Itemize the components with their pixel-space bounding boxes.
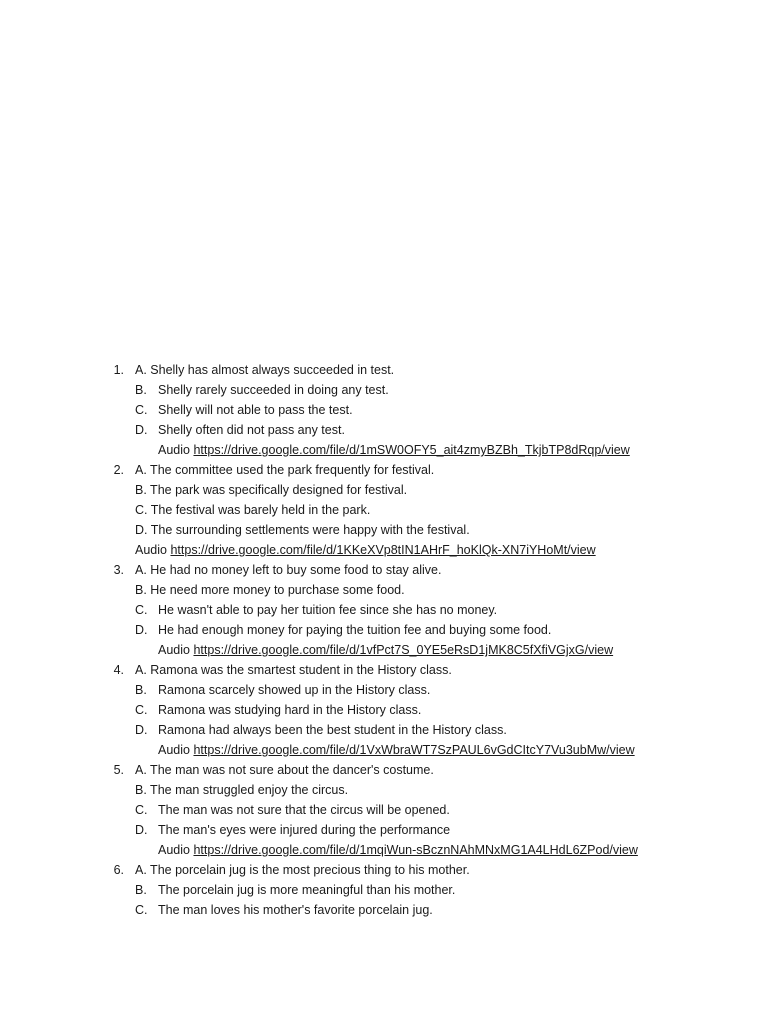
answer-option: [0, 880, 768, 900]
audio-link[interactable]: https://drive.google.com/file/d/1vfPct7S_0YE5eRsD1jMK8C5fXfiVGjxG/view: [193, 643, 614, 657]
question-number: 2.: [113, 463, 124, 477]
option-text: The porcelain jug is more meaningful than his mother.: [158, 883, 456, 897]
option-text: The man was not sure that the circus will be opened.: [158, 803, 450, 817]
answer-option: [0, 760, 768, 780]
option-letter: C.: [135, 403, 148, 417]
answer-option: [0, 860, 768, 880]
option-text: He had enough money for paying the tuition fee and buying some food.: [158, 623, 552, 637]
option-letter: D.: [135, 623, 148, 637]
option-text: C. The festival was barely held in the park.: [135, 503, 371, 517]
question-number: 6.: [113, 863, 124, 877]
option-letter: B.: [135, 383, 147, 397]
option-text: The man loves his mother's favorite porcelain jug.: [158, 903, 433, 917]
audio-line: [0, 540, 768, 560]
option-letter: C.: [135, 603, 148, 617]
option-text: Ramona scarcely showed up in the History class.: [158, 683, 431, 697]
answer-option: [0, 900, 768, 920]
audio-label: Audio: [158, 443, 190, 457]
question-number: 5.: [113, 763, 124, 777]
option-letter: C.: [135, 703, 148, 717]
answer-option: [0, 560, 768, 580]
audio-label: Audio: [135, 543, 167, 557]
option-letter: D.: [135, 723, 148, 737]
option-text: A. The man was not sure about the dancer's costume.: [135, 763, 434, 777]
answer-option: [0, 420, 768, 440]
option-text: D. The surrounding settlements were happy with the festival.: [135, 523, 470, 537]
option-letter: B.: [135, 683, 147, 697]
audio-label: Audio: [158, 643, 190, 657]
answer-option: [0, 680, 768, 700]
option-letter: D.: [135, 823, 148, 837]
answer-option: [0, 800, 768, 820]
option-text: Shelly often did not pass any test.: [158, 423, 345, 437]
answer-option: [0, 580, 768, 600]
audio-link[interactable]: https://drive.google.com/file/d/1KKeXVp8tIN1AHrF_hoKlQk-XN7iYHoMt/view: [170, 543, 596, 557]
option-text: B. The park was specifically designed for festival.: [135, 483, 408, 497]
answer-option: [0, 400, 768, 420]
option-text: A. The committee used the park frequently for festival.: [135, 463, 435, 477]
answer-option: [0, 620, 768, 640]
answer-option: [0, 460, 768, 480]
audio-link[interactable]: https://drive.google.com/file/d/1VxWbraWT7SzPAUL6vGdCItcY7Vu3ubMw/view: [193, 743, 635, 757]
audio-label: Audio: [158, 743, 190, 757]
answer-option: [0, 480, 768, 500]
option-letter: D.: [135, 423, 148, 437]
option-text: Shelly rarely succeeded in doing any test.: [158, 383, 389, 397]
option-text: Ramona was studying hard in the History class.: [158, 703, 422, 717]
question-list: [0, 360, 768, 920]
answer-option: [0, 380, 768, 400]
option-text: He wasn't able to pay her tuition fee since she has no money.: [158, 603, 498, 617]
question-number: 4.: [113, 663, 124, 677]
answer-option: [0, 700, 768, 720]
option-text: A. He had no money left to buy some food to stay alive.: [135, 563, 442, 577]
audio-line: [0, 740, 768, 760]
answer-option: [0, 780, 768, 800]
answer-option: [0, 820, 768, 840]
option-text: A. The porcelain jug is the most precious thing to his mother.: [135, 863, 470, 877]
option-letter: C.: [135, 803, 148, 817]
answer-option: [0, 520, 768, 540]
audio-label: Audio: [158, 843, 190, 857]
option-text: Ramona had always been the best student in the History class.: [158, 723, 507, 737]
audio-line-content: [158, 640, 613, 660]
answer-option: [0, 720, 768, 740]
option-text: Shelly will not able to pass the test.: [158, 403, 353, 417]
audio-line-content: [158, 740, 635, 760]
answer-option: [0, 600, 768, 620]
answer-option: [0, 500, 768, 520]
answer-option: [0, 360, 768, 380]
option-text: The man's eyes were injured during the performance: [158, 823, 451, 837]
audio-link[interactable]: https://drive.google.com/file/d/1mqiWun-sBcznNAhMNxMG1A4LHdL6ZPod/view: [193, 843, 638, 857]
option-letter: B.: [135, 883, 147, 897]
audio-line: [0, 640, 768, 660]
option-text: B. The man struggled enjoy the circus.: [135, 783, 349, 797]
audio-line-content: [158, 840, 638, 860]
option-letter: C.: [135, 903, 148, 917]
audio-line: [0, 840, 768, 860]
question-number: 1.: [113, 363, 124, 377]
option-text: A. Ramona was the smartest student in the History class.: [135, 663, 452, 677]
audio-link[interactable]: https://drive.google.com/file/d/1mSW0OFY5_ait4zmyBZBh_TkjbTP8dRqp/view: [193, 443, 630, 457]
audio-line-content: [158, 440, 630, 460]
audio-line: [0, 440, 768, 460]
answer-option: [0, 660, 768, 680]
option-text: B. He need more money to purchase some food.: [135, 583, 405, 597]
audio-line-content: [135, 540, 596, 560]
question-number: 3.: [113, 563, 124, 577]
option-text: A. Shelly has almost always succeeded in test.: [135, 363, 395, 377]
